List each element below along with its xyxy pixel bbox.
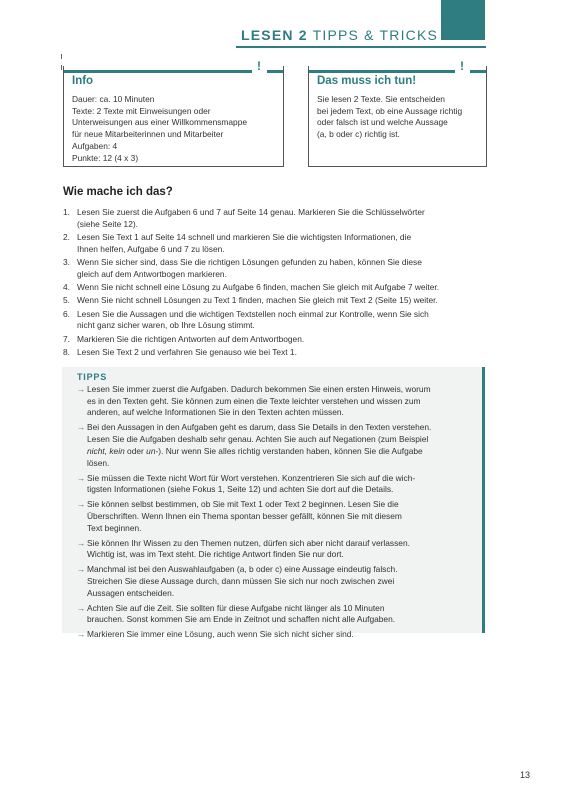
step-number: 3. — [63, 257, 70, 267]
tips-label: TIPPS — [77, 372, 108, 382]
step-line: Lesen Sie Text 2 und verfahren Sie genauso wie bei Text 1. — [77, 346, 297, 357]
arrow-right-icon: → — [77, 384, 86, 394]
info-box-header-rule — [64, 59, 283, 74]
tip-line: Markieren Sie immer eine Lösung, auch wenn Sie sich nicht sicher sind. — [87, 629, 354, 640]
step-line: Lesen Sie zuerst die Aufgaben 6 und 7 auf Seite 14 genau. Markieren Sie die Schlüsselwörter — [77, 207, 425, 217]
step-line: gleich auf dem Antwortbogen markieren. — [77, 268, 227, 279]
step-item — [63, 334, 483, 346]
info-box-title: Info — [72, 75, 94, 87]
tip-line: Bei den Aussagen in den Aufgaben geht es darum, dass Sie Details in den Texten verstehen. — [87, 422, 432, 433]
step-item — [63, 309, 483, 332]
page-header-title — [241, 27, 438, 43]
tip-item — [77, 422, 477, 469]
info-line: für neue Mitarbeiterinnen und Mitarbeiter — [72, 129, 224, 140]
info-box — [63, 59, 284, 167]
tip-line: Manchmal ist bei den Auswahlaufgaben (a, b oder c) eine Aussage eindeutig falsch. — [87, 564, 398, 575]
tip-line: tigsten Informationen (siehe Fokus 1, Seite 12) und achten Sie dort auf die Details. — [87, 484, 394, 495]
todo-line: oder falsch ist und welche Aussage — [317, 117, 448, 128]
step-item — [63, 282, 483, 294]
arrow-right-icon: → — [77, 499, 86, 510]
info-line: Dauer: ca. 10 Minuten — [72, 94, 155, 104]
step-line: Lesen Sie Text 1 auf Seite 14 schnell und markieren Sie die wichtigsten Informationen, die — [77, 232, 412, 242]
step-line: Wenn Sie nicht schnell Lösungen zu Text 1 finden, machen Sie gleich mit Text 2 (Seite 15) weiter. — [77, 295, 438, 306]
tip-line: Achten Sie auf die Zeit. Sie sollten für diese Aufgabe nicht länger als 10 Minuten — [87, 602, 385, 613]
tip-line: brauchen. Sonst kommen Sie am Ende in Zeitnot und schaffen nicht alle Aufgaben. — [87, 614, 396, 625]
step-line: Wenn Sie sicher sind, dass Sie die richtigen Lösungen gefunden zu haben, können Sie diese — [77, 257, 422, 267]
step-number: 4. — [63, 282, 70, 292]
step-item — [63, 232, 483, 255]
tip-line: Text beginnen. — [87, 522, 142, 533]
todo-line: Sie lesen 2 Texte. Sie entscheiden — [317, 94, 445, 104]
step-number: 6. — [63, 308, 70, 319]
header-rule — [236, 46, 486, 48]
tip-item — [77, 538, 477, 561]
arrow-right-icon: → — [77, 564, 86, 575]
arrow-right-icon: → — [77, 537, 86, 548]
step-line: (siehe Seite 12). — [77, 218, 138, 229]
tip-line: Sie können selbst bestimmen, ob Sie mit Text 1 oder Text 2 beginnen. Lesen Sie die — [87, 499, 399, 510]
info-line: Aufgaben: 4 — [72, 140, 118, 151]
arrow-right-icon: → — [77, 602, 86, 613]
tip-line: Sie können Ihr Wissen zu den Themen nutzen, dürfen sich aber nicht darauf verlassen. — [87, 537, 410, 548]
step-line: Markieren Sie die richtigen Antworten auf dem Antwortbogen. — [77, 333, 305, 344]
tips-accent-bar — [482, 367, 485, 633]
arrow-right-icon: → — [77, 629, 86, 640]
italic-nicht: nicht, — [87, 445, 110, 456]
negation-oder: oder — [124, 445, 147, 456]
step-line: nicht ganz sicher waren, ob Ihre Lösung stimmt. — [77, 320, 255, 331]
info-line: Unterweisungen aus einer Willkommensmappe — [72, 117, 248, 128]
corner-color-block — [441, 0, 485, 40]
tip-line: Sie müssen die Texte nicht Wort für Wort verstehen. Konzentrieren Sie sich auf die wich- — [87, 472, 416, 483]
arrow-right-icon: → — [77, 422, 86, 433]
info-box-text — [72, 94, 247, 164]
tip-line: Wichtig ist, was im Text steht. Die richtige Antwort finden Sie nur dort. — [87, 549, 344, 560]
tips-list — [77, 384, 477, 644]
step-line: Ihnen helfen, Aufgabe 6 und 7 zu lösen. — [77, 243, 225, 254]
tip-item — [77, 384, 477, 419]
tip-line: Überschriften. Wenn Ihnen ein Thema spontan besser gefällt, können Sie mit diesem — [87, 510, 402, 521]
todo-box-header-rule — [309, 59, 486, 74]
italic-un: un- — [146, 445, 159, 456]
step-item — [63, 295, 483, 307]
step-line: Wenn Sie nicht schnell eine Lösung zu Aufgabe 6 finden, machen Sie gleich mit Aufgabe 7 weiter. — [77, 282, 440, 292]
page-number: 13 — [520, 770, 531, 780]
step-number: 1. — [63, 207, 70, 217]
tip-item — [77, 564, 477, 599]
tip-line: Lesen Sie die Aufgaben deshalb sehr genau. Achten Sie auch auf Negationen (zum Beispiel — [87, 434, 429, 445]
info-line: Punkte: 12 (4 x 3) — [72, 152, 139, 163]
step-number: 8. — [63, 346, 70, 357]
step-line: Lesen Sie die Aussagen und die wichtigen Textstellen noch einmal zur Kontrolle, wenn Sie sich — [77, 308, 429, 319]
tip-line: Streichen Sie diese Aussage durch, dann müssen Sie sich nur noch zwischen zwei — [87, 576, 395, 587]
tip-line: Aussagen entscheiden. — [87, 587, 175, 598]
tip-item — [77, 473, 477, 496]
tip-line-negation — [87, 446, 477, 458]
steps-list — [63, 207, 483, 360]
info-line: Texte: 2 Texte mit Einweisungen oder — [72, 105, 211, 116]
negation-rest: ). Nur wenn Sie alles richtig verstanden haben, können Sie die Aufgabe — [158, 445, 423, 456]
tip-line: es in den Texten geht. Sie können zum einen die Texte leichter verstehen und wissen zum — [87, 395, 421, 406]
header-title-rest: TIPPS & TRICKS — [312, 27, 439, 43]
step-number: 7. — [63, 333, 70, 344]
todo-box-title: Das muss ich tun! — [317, 75, 417, 87]
step-item — [63, 257, 483, 280]
tip-item — [77, 603, 477, 626]
tip-line: anderen, auf welche Informationen Sie in den Texten achten müssen. — [87, 407, 344, 418]
tip-item — [77, 629, 477, 641]
step-item — [63, 347, 483, 359]
section-title: Wie mache ich das? — [63, 186, 173, 198]
tip-line: lösen. — [87, 457, 110, 468]
todo-line: (a, b oder c) richtig ist. — [317, 129, 400, 140]
todo-box — [308, 59, 487, 167]
tip-item — [77, 499, 477, 534]
todo-box-text — [317, 94, 462, 141]
tip-line: Lesen Sie immer zuerst die Aufgaben. Dadurch bekommen Sie einen ersten Hinweis, worum — [87, 384, 431, 394]
todo-line: bei jedem Text, ob eine Aussage richtig — [317, 105, 463, 116]
arrow-right-icon: → — [77, 472, 86, 483]
step-number: 5. — [63, 295, 70, 306]
exclamation-icon: ! — [460, 59, 464, 73]
step-item — [63, 207, 483, 230]
italic-kein: kein — [109, 445, 125, 456]
step-number: 2. — [63, 232, 70, 242]
exclamation-icon: ! — [257, 59, 261, 73]
header-title-bold: LESEN 2 — [241, 27, 308, 43]
